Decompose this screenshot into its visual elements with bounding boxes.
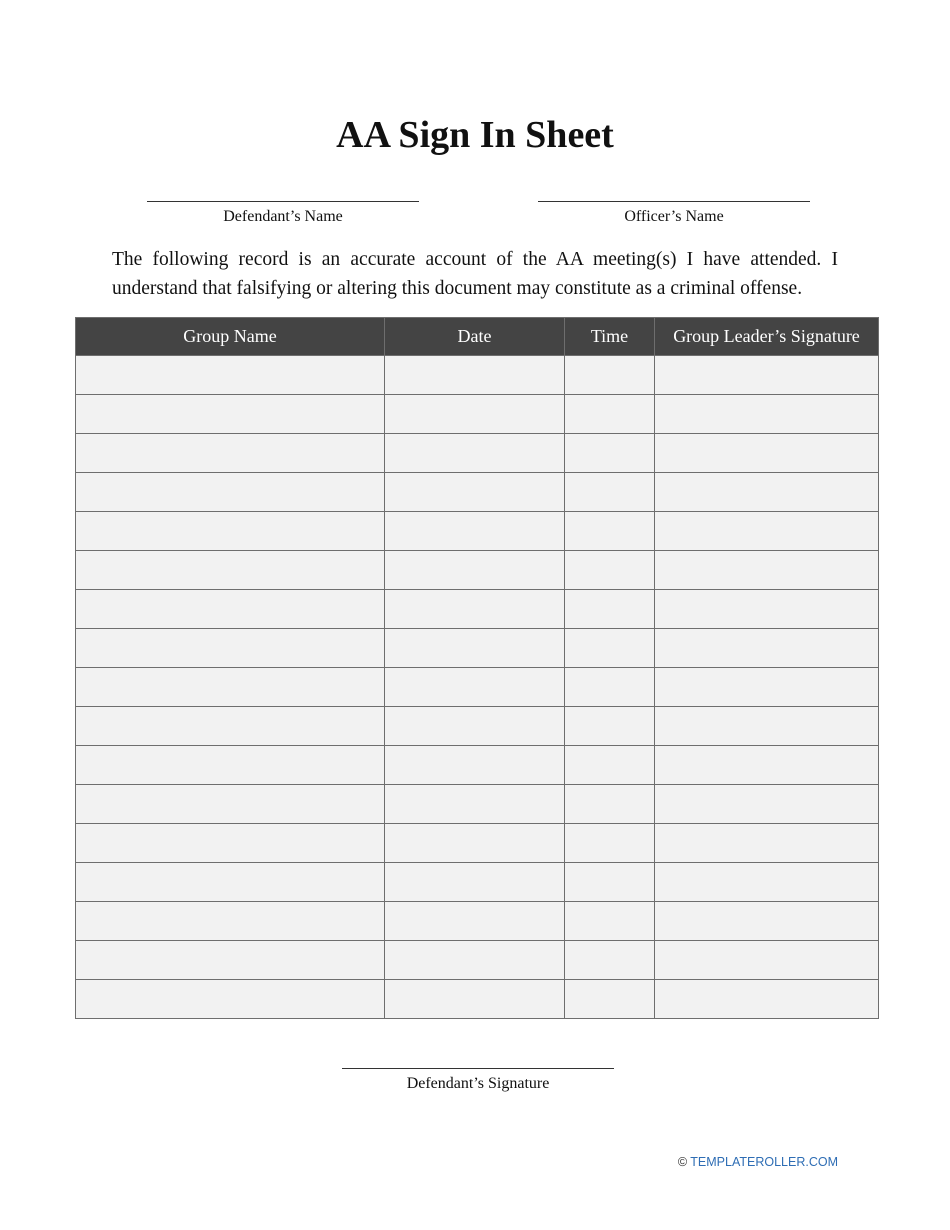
table-row xyxy=(76,785,879,824)
cell-group-leader-signature[interactable] xyxy=(655,980,879,1019)
table-row xyxy=(76,746,879,785)
cell-date[interactable] xyxy=(385,824,565,863)
cell-date[interactable] xyxy=(385,863,565,902)
cell-date[interactable] xyxy=(385,356,565,395)
table-row xyxy=(76,668,879,707)
cell-group-leader-signature[interactable] xyxy=(655,668,879,707)
cell-date[interactable] xyxy=(385,473,565,512)
table-header-row xyxy=(76,318,879,356)
cell-date[interactable] xyxy=(385,551,565,590)
cell-group-name[interactable] xyxy=(76,902,385,941)
cell-group-name[interactable] xyxy=(76,824,385,863)
cell-date[interactable] xyxy=(385,668,565,707)
defendant-name-label: Defendant’s Name xyxy=(223,208,343,225)
cell-group-leader-signature[interactable] xyxy=(655,902,879,941)
cell-group-name[interactable] xyxy=(76,473,385,512)
page-title: AA Sign In Sheet xyxy=(336,114,614,156)
header-group-leader-signature: Group Leader’s Signature xyxy=(655,318,879,356)
cell-time[interactable] xyxy=(565,629,655,668)
cell-date[interactable] xyxy=(385,941,565,980)
cell-date[interactable] xyxy=(385,746,565,785)
table-body xyxy=(76,356,879,1019)
header-time: Time xyxy=(565,318,655,356)
table-row xyxy=(76,629,879,668)
cell-group-leader-signature[interactable] xyxy=(655,356,879,395)
attendance-statement: The following record is an accurate account of the AA meeting(s) I have attended. I understand that falsifying or altering this document may constitute as a criminal offense. xyxy=(112,249,838,299)
cell-group-name[interactable] xyxy=(76,668,385,707)
cell-date[interactable] xyxy=(385,395,565,434)
table-row xyxy=(76,941,879,980)
cell-group-name[interactable] xyxy=(76,863,385,902)
table-row xyxy=(76,512,879,551)
cell-date[interactable] xyxy=(385,980,565,1019)
cell-date[interactable] xyxy=(385,902,565,941)
cell-group-name[interactable] xyxy=(76,395,385,434)
cell-group-name[interactable] xyxy=(76,941,385,980)
cell-time[interactable] xyxy=(565,434,655,473)
table-row xyxy=(76,902,879,941)
cell-group-leader-signature[interactable] xyxy=(655,512,879,551)
cell-group-name[interactable] xyxy=(76,512,385,551)
cell-group-leader-signature[interactable] xyxy=(655,590,879,629)
cell-group-name[interactable] xyxy=(76,551,385,590)
cell-time[interactable] xyxy=(565,824,655,863)
cell-time[interactable] xyxy=(565,356,655,395)
cell-group-name[interactable] xyxy=(76,356,385,395)
meeting-log-table xyxy=(75,317,879,1019)
cell-time[interactable] xyxy=(565,590,655,629)
table-row xyxy=(76,863,879,902)
table-row xyxy=(76,395,879,434)
cell-date[interactable] xyxy=(385,590,565,629)
defendant-signature-field[interactable] xyxy=(342,1068,614,1094)
defendant-signature-line[interactable] xyxy=(342,1068,614,1069)
table-row xyxy=(76,473,879,512)
cell-time[interactable] xyxy=(565,941,655,980)
cell-time[interactable] xyxy=(565,512,655,551)
cell-time[interactable] xyxy=(565,668,655,707)
table-row xyxy=(76,434,879,473)
footer-credit xyxy=(678,1155,838,1169)
cell-group-name[interactable] xyxy=(76,746,385,785)
cell-group-leader-signature[interactable] xyxy=(655,785,879,824)
cell-group-name[interactable] xyxy=(76,590,385,629)
cell-time[interactable] xyxy=(565,863,655,902)
cell-time[interactable] xyxy=(565,902,655,941)
footer-link[interactable]: TEMPLATEROLLER.COM xyxy=(690,1155,838,1169)
cell-group-leader-signature[interactable] xyxy=(655,551,879,590)
cell-date[interactable] xyxy=(385,512,565,551)
officer-name-line[interactable] xyxy=(538,201,810,202)
table-row xyxy=(76,824,879,863)
cell-time[interactable] xyxy=(565,551,655,590)
defendant-signature-label: Defendant’s Signature xyxy=(406,1075,550,1092)
cell-date[interactable] xyxy=(385,707,565,746)
cell-group-leader-signature[interactable] xyxy=(655,707,879,746)
cell-group-name[interactable] xyxy=(76,434,385,473)
table-row xyxy=(76,707,879,746)
cell-group-leader-signature[interactable] xyxy=(655,434,879,473)
header-group-name: Group Name xyxy=(76,318,385,356)
cell-time[interactable] xyxy=(565,473,655,512)
cell-group-leader-signature[interactable] xyxy=(655,395,879,434)
cell-time[interactable] xyxy=(565,395,655,434)
cell-time[interactable] xyxy=(565,980,655,1019)
cell-time[interactable] xyxy=(565,785,655,824)
table-row xyxy=(76,590,879,629)
cell-date[interactable] xyxy=(385,785,565,824)
cell-group-name[interactable] xyxy=(76,629,385,668)
cell-group-name[interactable] xyxy=(76,980,385,1019)
cell-group-leader-signature[interactable] xyxy=(655,824,879,863)
table-row xyxy=(76,551,879,590)
cell-group-leader-signature[interactable] xyxy=(655,629,879,668)
copyright-symbol: © xyxy=(677,1155,688,1169)
cell-date[interactable] xyxy=(385,434,565,473)
cell-group-leader-signature[interactable] xyxy=(655,473,879,512)
cell-time[interactable] xyxy=(565,707,655,746)
cell-group-name[interactable] xyxy=(76,785,385,824)
table-row xyxy=(76,356,879,395)
cell-group-leader-signature[interactable] xyxy=(655,941,879,980)
officer-name-label: Officer’s Name xyxy=(624,208,724,225)
defendant-name-line[interactable] xyxy=(147,201,419,202)
header-date: Date xyxy=(385,318,565,356)
officer-name-field[interactable] xyxy=(538,201,810,227)
cell-group-leader-signature[interactable] xyxy=(655,746,879,785)
table-row xyxy=(76,980,879,1019)
cell-time[interactable] xyxy=(565,746,655,785)
cell-group-name[interactable] xyxy=(76,707,385,746)
cell-group-leader-signature[interactable] xyxy=(655,863,879,902)
defendant-name-field[interactable] xyxy=(147,201,419,227)
cell-date[interactable] xyxy=(385,629,565,668)
